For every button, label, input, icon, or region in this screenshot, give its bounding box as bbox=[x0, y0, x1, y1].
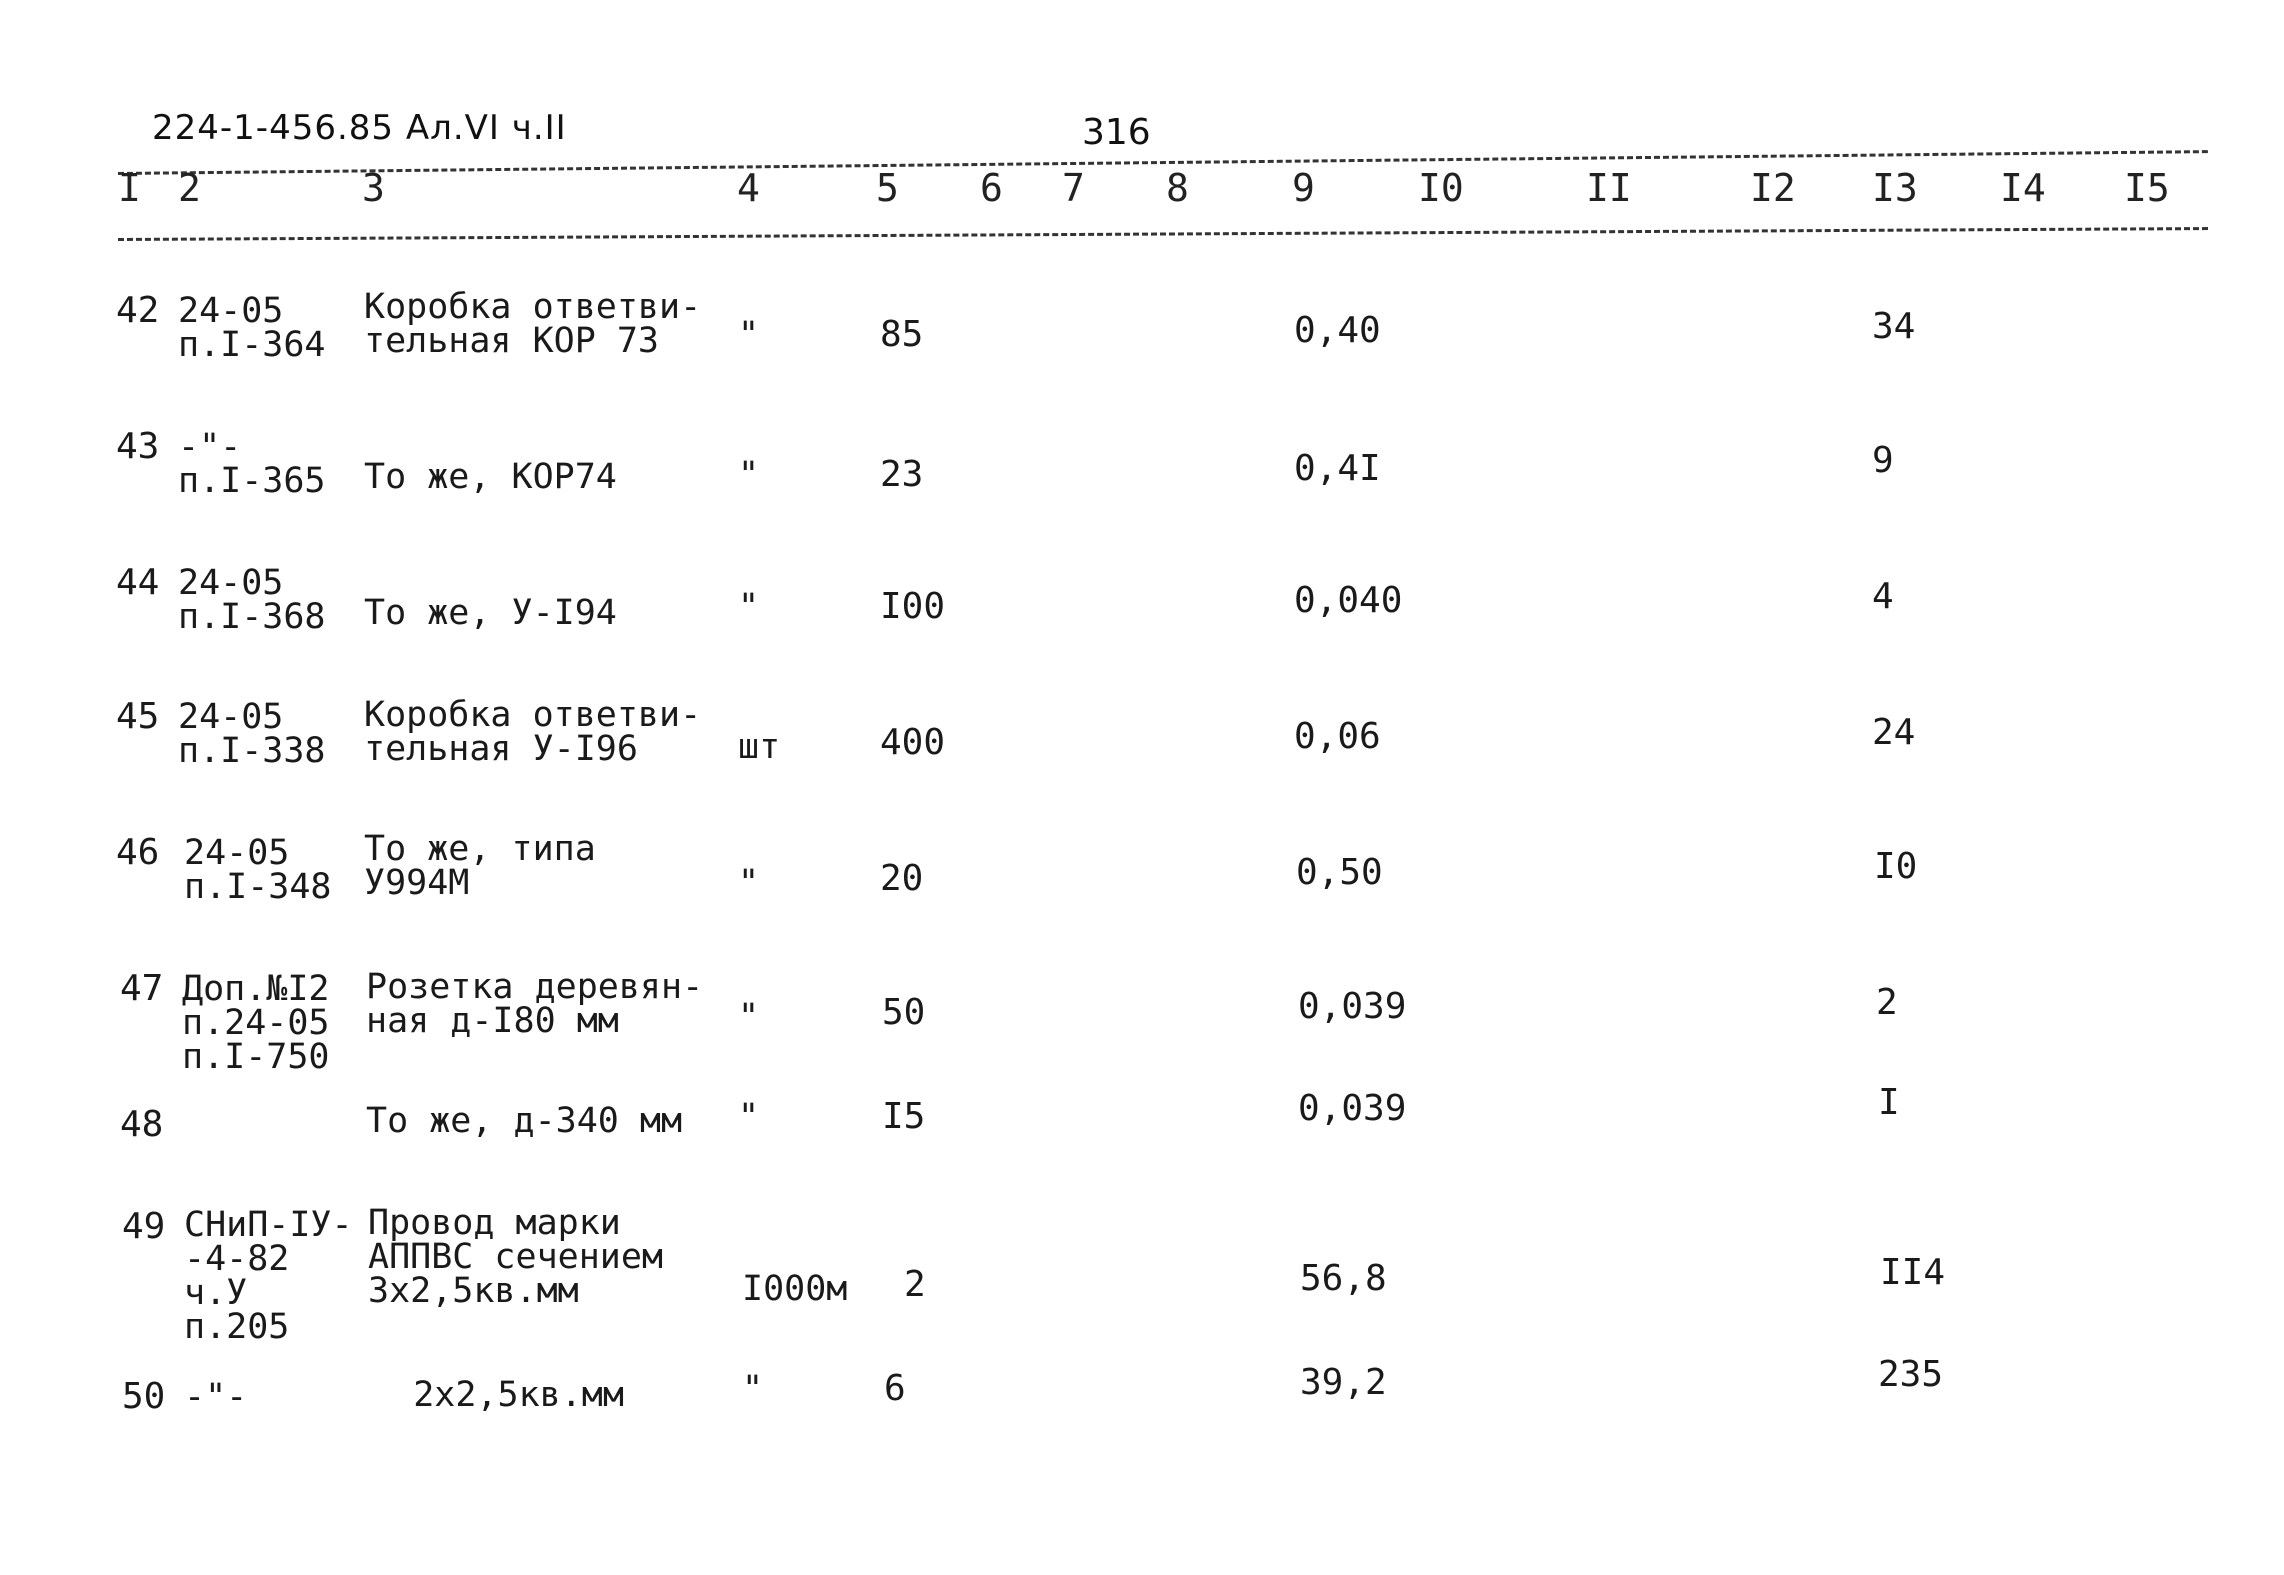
row-col9: 0,06 bbox=[1294, 716, 1381, 757]
row-number: 50 bbox=[122, 1376, 166, 1417]
column-header-5: 5 bbox=[876, 166, 899, 210]
column-header-15: I5 bbox=[2124, 166, 2170, 210]
row-reference: 24-05 п.I-348 bbox=[184, 833, 332, 907]
row-quantity: 2 bbox=[904, 1264, 926, 1305]
document-code: 224-1-456.85 Ал.VI ч.II bbox=[152, 108, 567, 148]
row-reference: 24-05 п.I-364 bbox=[178, 291, 326, 365]
row-col9: 0,4I bbox=[1294, 448, 1381, 489]
column-header-1: I bbox=[118, 166, 141, 210]
row-number: 47 bbox=[120, 968, 164, 1009]
row-number: 46 bbox=[116, 832, 160, 873]
row-unit: " bbox=[738, 455, 760, 495]
row-reference: 24-05 п.I-338 bbox=[178, 697, 326, 771]
row-reference: -"- bbox=[184, 1377, 248, 1417]
row-col9: 0,040 bbox=[1294, 580, 1403, 621]
column-header-4: 4 bbox=[737, 166, 760, 210]
row-col9: 0,40 bbox=[1294, 310, 1381, 351]
row-name: То же, д-340 мм bbox=[366, 1101, 683, 1141]
row-col13: 235 bbox=[1878, 1354, 1944, 1395]
row-col13: 2 bbox=[1876, 982, 1898, 1023]
row-name: 2х2,5кв.мм bbox=[350, 1375, 624, 1415]
row-quantity: 6 bbox=[884, 1368, 906, 1409]
row-unit: " bbox=[738, 1097, 760, 1137]
row-unit: " bbox=[738, 863, 760, 903]
row-reference: Доп.№I2 п.24-05 п.I-750 bbox=[182, 969, 330, 1077]
row-col9: 0,039 bbox=[1298, 986, 1407, 1027]
header-rule-bottom bbox=[118, 227, 2208, 241]
row-col13: 9 bbox=[1872, 440, 1894, 481]
row-reference: СНиП-IУ- -4-82 ч.У п.205 bbox=[184, 1205, 353, 1347]
row-number: 48 bbox=[120, 1104, 164, 1145]
row-col13: II4 bbox=[1880, 1252, 1946, 1293]
row-number: 42 bbox=[116, 290, 160, 331]
row-quantity: 85 bbox=[880, 314, 924, 355]
row-quantity: 20 bbox=[880, 858, 924, 899]
column-header-8: 8 bbox=[1166, 166, 1189, 210]
row-col13: 24 bbox=[1872, 712, 1916, 753]
row-name: То же, КОР74 bbox=[364, 457, 617, 497]
row-unit: I000м bbox=[742, 1269, 848, 1309]
row-col13: I0 bbox=[1874, 846, 1918, 887]
row-col9: 39,2 bbox=[1300, 1362, 1387, 1403]
row-quantity: 23 bbox=[880, 454, 924, 495]
row-unit: " bbox=[738, 587, 760, 627]
row-col13: I bbox=[1878, 1082, 1900, 1123]
column-header-3: 3 bbox=[362, 166, 385, 210]
row-unit: шт bbox=[738, 727, 781, 767]
row-reference: -"- п.I-365 bbox=[178, 427, 326, 501]
row-quantity: 50 bbox=[882, 992, 926, 1033]
row-name: Коробка ответви- тельная КОР 73 bbox=[364, 287, 702, 361]
row-col9: 0,50 bbox=[1296, 852, 1383, 893]
row-name: Розетка деревян- ная д-I80 мм bbox=[366, 967, 704, 1041]
row-quantity: I5 bbox=[882, 1096, 926, 1137]
column-header-14: I4 bbox=[2000, 166, 2046, 210]
row-reference: 24-05 п.I-368 bbox=[178, 563, 326, 637]
row-name: Провод марки АППВС сечением 3х2,5кв.мм bbox=[368, 1203, 664, 1311]
row-number: 45 bbox=[116, 696, 160, 737]
row-col13: 34 bbox=[1872, 306, 1916, 347]
column-header-9: 9 bbox=[1292, 166, 1315, 210]
row-unit: " bbox=[742, 1369, 764, 1409]
row-name: То же, У-I94 bbox=[364, 593, 617, 633]
row-col9: 56,8 bbox=[1300, 1258, 1387, 1299]
row-name: То же, типа У994М bbox=[364, 829, 596, 903]
row-number: 49 bbox=[122, 1206, 166, 1247]
page-number: 316 bbox=[1082, 112, 1151, 153]
row-col9: 0,039 bbox=[1298, 1088, 1407, 1129]
column-header-10: I0 bbox=[1418, 166, 1464, 210]
row-number: 44 bbox=[116, 562, 160, 603]
row-number: 43 bbox=[116, 426, 160, 467]
column-header-7: 7 bbox=[1062, 166, 1085, 210]
row-col13: 4 bbox=[1872, 576, 1894, 617]
column-header-12: I2 bbox=[1750, 166, 1796, 210]
column-header-11: II bbox=[1586, 166, 1632, 210]
row-unit: " bbox=[738, 997, 760, 1037]
row-name: Коробка ответви- тельная У-I96 bbox=[364, 695, 702, 769]
row-quantity: 400 bbox=[880, 722, 946, 763]
column-header-2: 2 bbox=[178, 166, 201, 210]
row-unit: " bbox=[738, 315, 760, 355]
column-header-6: 6 bbox=[980, 166, 1003, 210]
row-quantity: I00 bbox=[880, 586, 946, 627]
column-header-13: I3 bbox=[1872, 166, 1918, 210]
